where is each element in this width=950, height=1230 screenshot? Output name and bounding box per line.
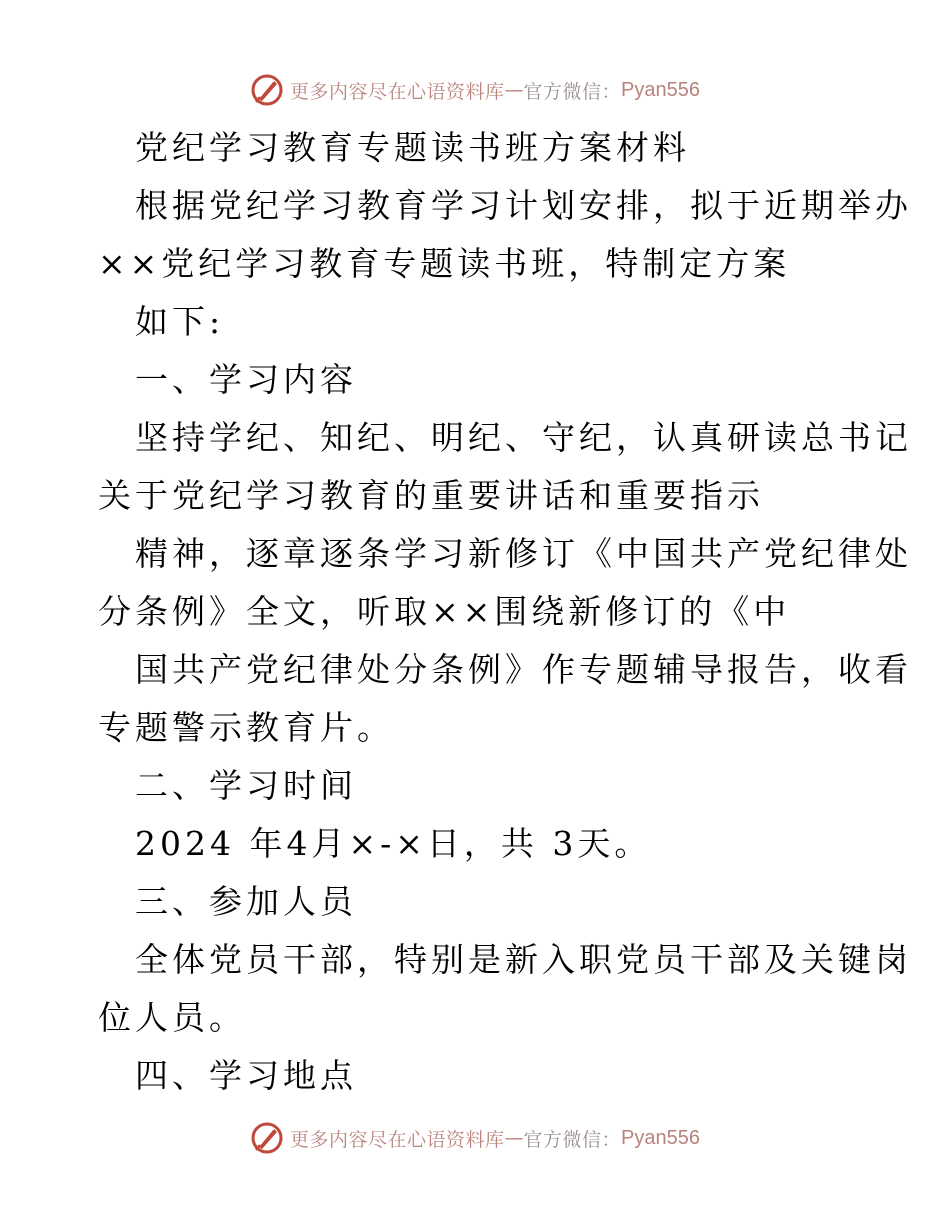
paragraph-line: 如下: <box>135 302 225 341</box>
watermark-wechat-label: 官方微信： <box>523 80 622 103</box>
section-heading: 二、学习时间 <box>135 766 357 805</box>
document-title: 党纪学习教育专题读书班方案材料 <box>135 128 690 167</box>
paragraph-line: ××党纪学习教育专题读书班，特制定方案 <box>98 244 791 283</box>
watermark-wechat-id: Pyan556 <box>621 1126 700 1149</box>
paragraph-line: 根据党纪学习教育学习计划安排，拟于近期举办 <box>135 186 912 225</box>
paragraph-line: 国共产党纪律处分条例》作专题辅导报告，收看 <box>135 650 912 689</box>
watermark-text: 更多内容尽在心语资料库 <box>290 80 505 103</box>
section-heading: 三、参加人员 <box>135 882 357 921</box>
watermark-separator: — <box>504 79 524 101</box>
quill-pen-logo-icon <box>250 1121 284 1155</box>
watermark-wechat-id: Pyan556 <box>621 78 700 101</box>
header-watermark <box>0 70 950 110</box>
watermark-wechat-label: 官方微信： <box>523 1128 622 1151</box>
footer-watermark <box>0 1118 950 1158</box>
quill-pen-logo-icon <box>250 73 284 107</box>
watermark-text: 更多内容尽在心语资料库 <box>290 1128 505 1151</box>
watermark-separator: — <box>504 1127 524 1149</box>
paragraph-line: 专题警示教育片。 <box>98 708 394 747</box>
paragraph-line: 全体党员干部，特别是新入职党员干部及关键岗 <box>135 940 912 979</box>
paragraph-line: 分条例》全文，听取××围绕新修订的《中 <box>98 592 791 631</box>
paragraph-line: 坚持学纪、知纪、明纪、守纪，认真研读总书记 <box>135 418 912 457</box>
paragraph-line: 位人员。 <box>98 998 246 1037</box>
paragraph-line: 关于党纪学习教育的重要讲话和重要指示 <box>98 476 764 515</box>
paragraph-line: 精神，逐章逐条学习新修订《中国共产党纪律处 <box>135 534 912 573</box>
paragraph-line: 2024 年4月×-×日，共 3天。 <box>135 824 652 863</box>
section-heading: 一、学习内容 <box>135 360 357 399</box>
section-heading: 四、学习地点 <box>135 1056 357 1095</box>
